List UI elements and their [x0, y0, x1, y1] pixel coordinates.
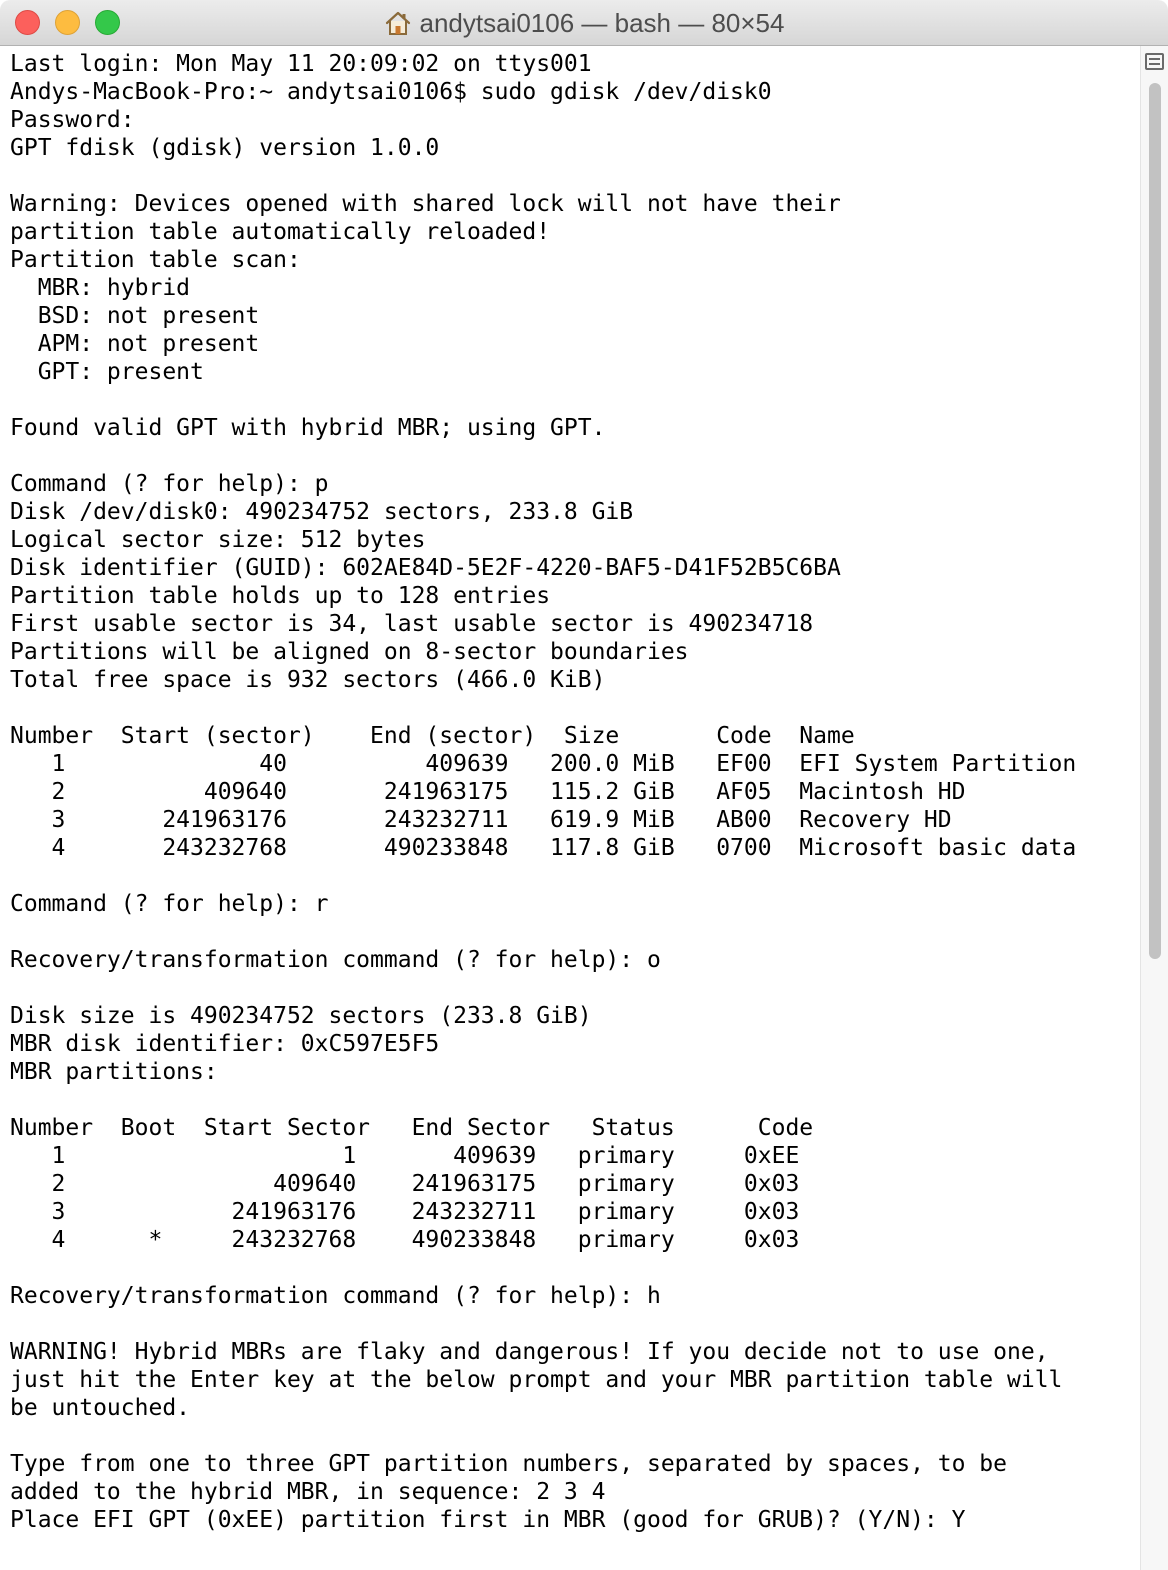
- terminal-line: Total free space is 932 sectors (466.0 KiB): [10, 667, 606, 693]
- terminal-line: 3 241963176 243232711 619.9 MiB AB00 Recovery HD: [10, 807, 952, 833]
- terminal-line: added to the hybrid MBR, in sequence: 2 3 4: [10, 1479, 606, 1505]
- terminal-line: Found valid GPT with hybrid MBR; using GPT.: [10, 415, 606, 441]
- terminal-line: partition table automatically reloaded!: [10, 219, 551, 245]
- terminal-line: 1 1 409639 primary 0xEE: [10, 1143, 800, 1169]
- terminal-line: Number Boot Start Sector End Sector Status Code: [10, 1115, 814, 1141]
- terminal-line: Recovery/transformation command (? for help): h: [10, 1283, 661, 1309]
- terminal-line: MBR: hybrid: [10, 275, 191, 301]
- title-bar[interactable]: [0, 0, 1168, 46]
- terminal-line: 2 409640 241963175 primary 0x03: [10, 1171, 800, 1197]
- terminal-line: GPT fdisk (gdisk) version 1.0.0: [10, 135, 440, 161]
- terminal-line: Command (? for help): p: [10, 471, 329, 497]
- terminal-line: GPT: present: [10, 359, 204, 385]
- terminal-content[interactable]: [0, 46, 1140, 1570]
- terminal-line: Number Start (sector) End (sector) Size Code Name: [10, 723, 855, 749]
- terminal-line: 3 241963176 243232711 primary 0x03: [10, 1199, 800, 1225]
- terminal-line: 4 * 243232768 490233848 primary 0x03: [10, 1227, 800, 1253]
- terminal-line: Place EFI GPT (0xEE) partition first in MBR (good for GRUB)? (Y/N): Y: [10, 1507, 966, 1533]
- terminal-line: Partitions will be aligned on 8-sector boundaries: [10, 639, 689, 665]
- terminal-line: Disk size is 490234752 sectors (233.8 GiB): [10, 1003, 592, 1029]
- terminal-line: Last login: Mon May 11 20:09:02 on ttys001: [10, 51, 592, 77]
- terminal-line: Type from one to three GPT partition numbers, separated by spaces, to be: [10, 1451, 1007, 1477]
- terminal-line: 1 40 409639 200.0 MiB EF00 EFI System Partition: [10, 751, 1077, 777]
- scrollbar[interactable]: [1140, 46, 1168, 1570]
- terminal-line: just hit the Enter key at the below prompt and your MBR partition table will: [10, 1367, 1063, 1393]
- terminal-line: 2 409640 241963175 115.2 GiB AF05 Macintosh HD: [10, 779, 966, 805]
- terminal-line: First usable sector is 34, last usable sector is 490234718: [10, 611, 814, 637]
- terminal-line: MBR disk identifier: 0xC597E5F5: [10, 1031, 440, 1057]
- terminal-line: MBR partitions:: [10, 1059, 218, 1085]
- split-pane-icon[interactable]: [1145, 53, 1164, 70]
- scrollbar-thumb[interactable]: [1149, 83, 1161, 959]
- terminal-line: Andys-MacBook-Pro:~ andytsai0106$ sudo gdisk /dev/disk0: [10, 79, 772, 105]
- terminal-line: Partition table holds up to 128 entries: [10, 583, 551, 609]
- terminal-line: Recovery/transformation command (? for help): o: [10, 947, 661, 973]
- terminal-line: Disk identifier (GUID): 602AE84D-5E2F-4220-BAF5-D41F52B5C6BA: [10, 555, 841, 581]
- terminal-output[interactable]: [0, 46, 1140, 1534]
- terminal-line: APM: not present: [10, 331, 260, 357]
- terminal-line: be untouched.: [10, 1395, 191, 1421]
- window-title-text: andytsai0106 — bash — 80×54: [419, 7, 785, 38]
- terminal-line: BSD: not present: [10, 303, 260, 329]
- terminal-line: Command (? for help): r: [10, 891, 329, 917]
- terminal-line: WARNING! Hybrid MBRs are flaky and dangerous! If you decide not to use one,: [10, 1339, 1049, 1365]
- terminal-line: Partition table scan:: [10, 247, 301, 273]
- terminal-line: Logical sector size: 512 bytes: [10, 527, 426, 553]
- terminal-line: Disk /dev/disk0: 490234752 sectors, 233.8 GiB: [10, 499, 634, 525]
- terminal-line: Warning: Devices opened with shared lock will not have their: [10, 191, 841, 217]
- home-icon: [384, 10, 412, 36]
- terminal-line: Password:: [10, 107, 135, 133]
- window-title: [0, 0, 1168, 46]
- terminal-line: 4 243232768 490233848 117.8 GiB 0700 Microsoft basic data: [10, 835, 1077, 861]
